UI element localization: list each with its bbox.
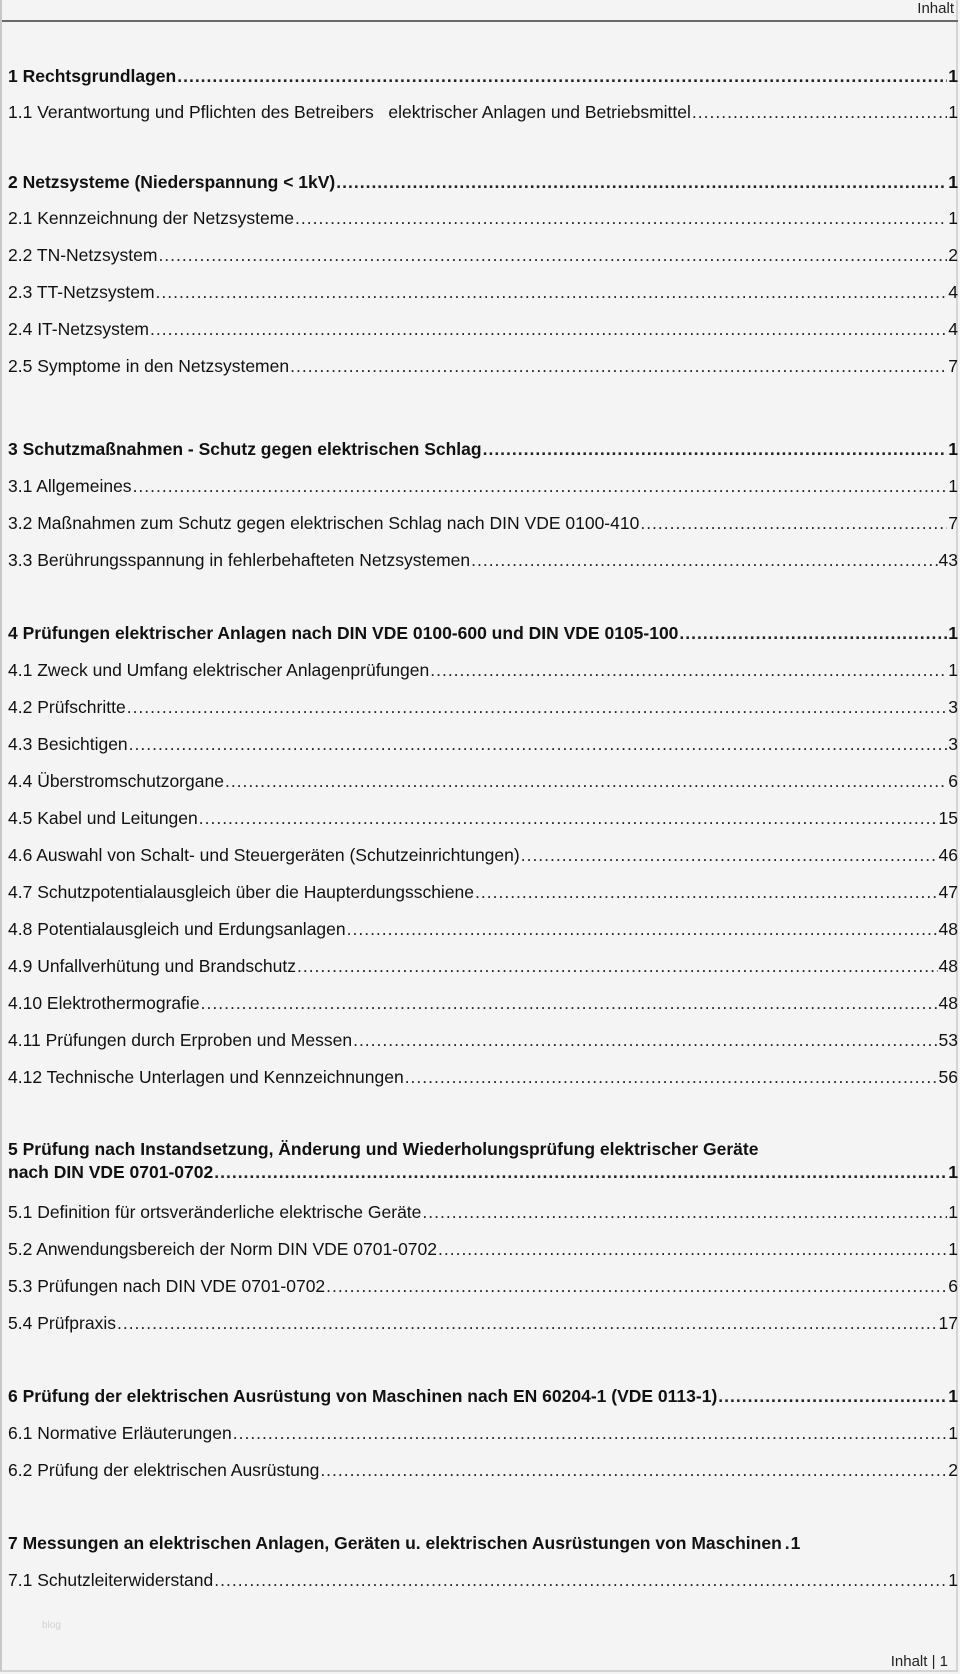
toc-page-number: 3 — [948, 697, 958, 717]
toc-page-number: 2 — [948, 1460, 958, 1480]
toc-section-4-7[interactable] — [8, 881, 958, 903]
toc-section-4-3[interactable] — [8, 733, 958, 755]
toc-section-label: 4.1 Zweck und Umfang elektrischer Anlagenprüfungen — [8, 660, 430, 680]
toc-page-number: 1 — [948, 1570, 958, 1590]
toc-section-label: 4.7 Schutzpotentialausgleich über die Haupterdungsschiene — [8, 882, 475, 902]
dot-leader — [320, 1459, 947, 1481]
toc-section-4-11[interactable] — [8, 1029, 958, 1051]
toc-chapter-label-line2-row — [8, 1161, 958, 1183]
dot-leader — [471, 549, 937, 571]
dot-leader — [214, 1569, 947, 1591]
toc-section-label: 2.3 TT-Netzsystem — [8, 282, 155, 302]
toc-page-number: 6 — [948, 771, 958, 791]
toc-section-6-2[interactable] — [8, 1459, 958, 1481]
toc-section-label: 4.10 Elektrothermografie — [8, 993, 200, 1013]
toc-page-number: 4 — [948, 319, 958, 339]
toc-page-number: 2 — [948, 245, 958, 265]
toc-section-label: 4.9 Unfallverhütung und Brandschutz — [8, 956, 296, 976]
header-title: Inhalt — [917, 0, 954, 17]
toc-section-4-1[interactable] — [8, 659, 958, 681]
toc-section-label: 5.3 Prüfungen nach DIN VDE 0701-0702 — [8, 1276, 326, 1296]
toc-section-label: 4.3 Besichtigen — [8, 734, 128, 754]
toc-section-1-1[interactable] — [8, 101, 958, 123]
toc-page-number: 48 — [938, 919, 958, 939]
toc-page-number: 3 — [948, 734, 958, 754]
dot-leader — [679, 622, 947, 644]
toc-section-label: 4.2 Prüfschritte — [8, 697, 126, 717]
toc-page-number: 43 — [938, 550, 958, 570]
toc-page-number: 47 — [938, 882, 958, 902]
toc-section-label: 5.4 Prüfpraxis — [8, 1313, 116, 1333]
toc-section-label: 3.1 Allgemeines — [8, 476, 132, 496]
toc-chapter-3[interactable] — [8, 438, 958, 460]
dot-leader — [483, 438, 948, 460]
toc-section-label: 2.4 IT-Netzsystem — [8, 319, 150, 339]
dot-leader — [718, 1385, 947, 1407]
toc-chapter-7[interactable] — [8, 1532, 958, 1554]
toc-page-number: 53 — [938, 1030, 958, 1050]
toc-chapter-label: 4 Prüfungen elektrischer Anlagen nach DIN VDE 0100-600 und DIN VDE 0105-100 — [8, 623, 679, 643]
toc-chapter-label: 6 Prüfung der elektrischen Ausrüstung von Maschinen nach EN 60204-1 (VDE 0113-1) — [8, 1386, 718, 1406]
dot-leader — [405, 1066, 938, 1088]
dot-leader — [117, 1312, 938, 1334]
toc-section-5-2[interactable] — [8, 1238, 958, 1260]
toc-section-label: 4.4 Überstromschutzorgane — [8, 771, 224, 791]
dot-leader — [692, 101, 947, 123]
toc-section-label: 1.1 Verantwortung und Pflichten des Betreibers elektrischer Anlagen und Betriebsmittel — [8, 102, 691, 122]
toc-page-number: 1 — [948, 476, 958, 496]
dot-leader — [233, 1422, 948, 1444]
dot-leader — [129, 733, 948, 755]
toc-chapter-label-line2: nach DIN VDE 0701-0702 — [8, 1162, 214, 1182]
toc-page-number: 48 — [938, 993, 958, 1013]
toc-section-label: 5.2 Anwendungsbereich der Norm DIN VDE 0701-0702 — [8, 1239, 437, 1259]
dot-leader — [326, 1275, 947, 1297]
toc-section-4-12[interactable] — [8, 1066, 958, 1088]
toc-page-number: 1 — [948, 1162, 958, 1182]
toc-chapter-4[interactable] — [8, 622, 958, 644]
page-footer: Inhalt | 1 — [890, 1653, 948, 1670]
toc-section-4-4[interactable] — [8, 770, 958, 792]
toc-section-3-1[interactable] — [8, 475, 958, 497]
toc-page-number: 1 — [948, 66, 958, 86]
dot-leader — [353, 1029, 937, 1051]
dot-leader — [521, 844, 938, 866]
toc-section-4-2[interactable] — [8, 696, 958, 718]
toc-page-number: 7 — [948, 356, 958, 376]
dot-leader — [640, 512, 947, 534]
toc-page-number: 1 — [948, 172, 958, 192]
watermark-text: blog — [42, 1620, 61, 1631]
toc-section-label: 2.1 Kennzeichnung der Netzsysteme — [8, 208, 294, 228]
dot-leader — [336, 171, 947, 193]
toc-section-5-3[interactable] — [8, 1275, 958, 1297]
toc-section-4-10[interactable] — [8, 992, 958, 1014]
toc-chapter-label: 2 Netzsysteme (Niederspannung < 1kV) — [8, 172, 336, 192]
toc-chapter-1[interactable] — [8, 65, 958, 87]
toc-page-number: 17 — [938, 1313, 958, 1333]
toc-section-2-3[interactable] — [8, 281, 958, 303]
toc-page-number: 4 — [948, 282, 958, 302]
dot-leader — [295, 207, 947, 229]
toc-page-number: 1 — [948, 660, 958, 680]
dot-leader — [127, 696, 948, 718]
toc-section-2-4[interactable] — [8, 318, 958, 340]
toc-section-3-2[interactable] — [8, 512, 958, 534]
toc-section-label: 4.5 Kabel und Leitungen — [8, 808, 198, 828]
dot-leader — [201, 992, 938, 1014]
toc-page-number: 56 — [938, 1067, 958, 1087]
dot-leader — [430, 659, 947, 681]
dot-leader — [290, 355, 947, 377]
dot-leader — [422, 1201, 947, 1223]
dot-leader — [297, 955, 938, 977]
toc-section-2-1[interactable] — [8, 207, 958, 229]
toc-chapter-2[interactable] — [8, 171, 958, 193]
dot-leader — [133, 475, 948, 497]
page-header — [2, 0, 958, 22]
toc-page-number: 1 — [948, 208, 958, 228]
toc-chapter-6[interactable] — [8, 1385, 958, 1407]
dot-leader — [199, 807, 938, 829]
toc-section-label: 7.1 Schutzleiterwiderstand — [8, 1570, 214, 1590]
toc-section-6-1[interactable] — [8, 1422, 958, 1444]
dot-leader — [347, 918, 938, 940]
toc-chapter-label: 5 Prüfung nach Instandsetzung, Änderung und Wiederholungsprüfung elektrischer Geräte — [8, 1139, 759, 1159]
toc-page-number: 48 — [938, 956, 958, 976]
toc-section-label: 4.8 Potentialausgleich und Erdungsanlagen — [8, 919, 346, 939]
toc-section-4-5[interactable] — [8, 807, 958, 829]
dot-leader — [177, 65, 947, 87]
toc-section-label: 2.2 TN-Netzsystem — [8, 245, 158, 265]
toc-section-4-9[interactable] — [8, 955, 958, 977]
toc-page-number: 1 — [948, 1423, 958, 1443]
dot-leader — [150, 318, 947, 340]
toc-section-label: 5.1 Definition für ortsveränderliche elektrische Geräte — [8, 1202, 422, 1222]
toc-section-7-1[interactable] — [8, 1569, 958, 1591]
toc-chapter-label: 3 Schutzmaßnahmen - Schutz gegen elektrischen Schlag — [8, 439, 482, 459]
toc-page-number: 1 — [948, 623, 958, 643]
toc-section-label: 6.2 Prüfung der elektrischen Ausrüstung — [8, 1460, 320, 1480]
toc-section-label: 2.5 Symptome in den Netzsystemen — [8, 356, 290, 376]
toc-chapter-label: 7 Messungen an elektrischen Anlagen, Geräten u. elektrischen Ausrüstungen von Maschinen — [8, 1533, 782, 1553]
toc-page-number: 1 — [790, 1533, 801, 1553]
toc-page-number: 1 — [948, 102, 958, 122]
toc-chapter-5[interactable] — [8, 1137, 958, 1183]
dot-leader — [158, 244, 947, 266]
dot-leader — [475, 881, 938, 903]
toc-section-3-3[interactable] — [8, 549, 958, 571]
toc-page-number: 1 — [948, 1202, 958, 1222]
toc-section-5-1[interactable] — [8, 1201, 958, 1223]
toc-section-label: 4.11 Prüfungen durch Erproben und Messen — [8, 1030, 353, 1050]
dot-leader — [214, 1161, 947, 1183]
toc-section-label: 3.2 Maßnahmen zum Schutz gegen elektrischen Schlag nach DIN VDE 0100-410 — [8, 513, 640, 533]
toc-page-number: 6 — [948, 1276, 958, 1296]
toc-page-number: 7 — [948, 513, 958, 533]
toc-page-number: 1 — [948, 1239, 958, 1259]
dot-leader — [438, 1238, 947, 1260]
toc-section-5-4[interactable] — [8, 1312, 958, 1334]
toc-page-number: 1 — [948, 1386, 958, 1406]
toc-section-4-6[interactable] — [8, 844, 958, 866]
toc-section-label: 6.1 Normative Erläuterungen — [8, 1423, 232, 1443]
dot-leader — [225, 770, 947, 792]
toc-page-number: 15 — [938, 808, 958, 828]
toc-chapter-label: 1 Rechtsgrundlagen — [8, 66, 177, 86]
toc-section-label: 3.3 Berührungsspannung in fehlerbehafteten Netzsystemen — [8, 550, 471, 570]
dot-leader — [156, 281, 948, 303]
toc-page-number: 1 — [948, 439, 958, 459]
toc-section-2-2[interactable] — [8, 244, 958, 266]
toc-section-2-5[interactable] — [8, 355, 958, 377]
toc-page-number: 46 — [938, 845, 958, 865]
toc-section-label: 4.12 Technische Unterlagen und Kennzeichnungen — [8, 1067, 404, 1087]
toc-section-label: 4.6 Auswahl von Schalt- und Steuergeräten (Schutzeinrichtungen) — [8, 845, 520, 865]
toc-section-4-8[interactable] — [8, 918, 958, 940]
